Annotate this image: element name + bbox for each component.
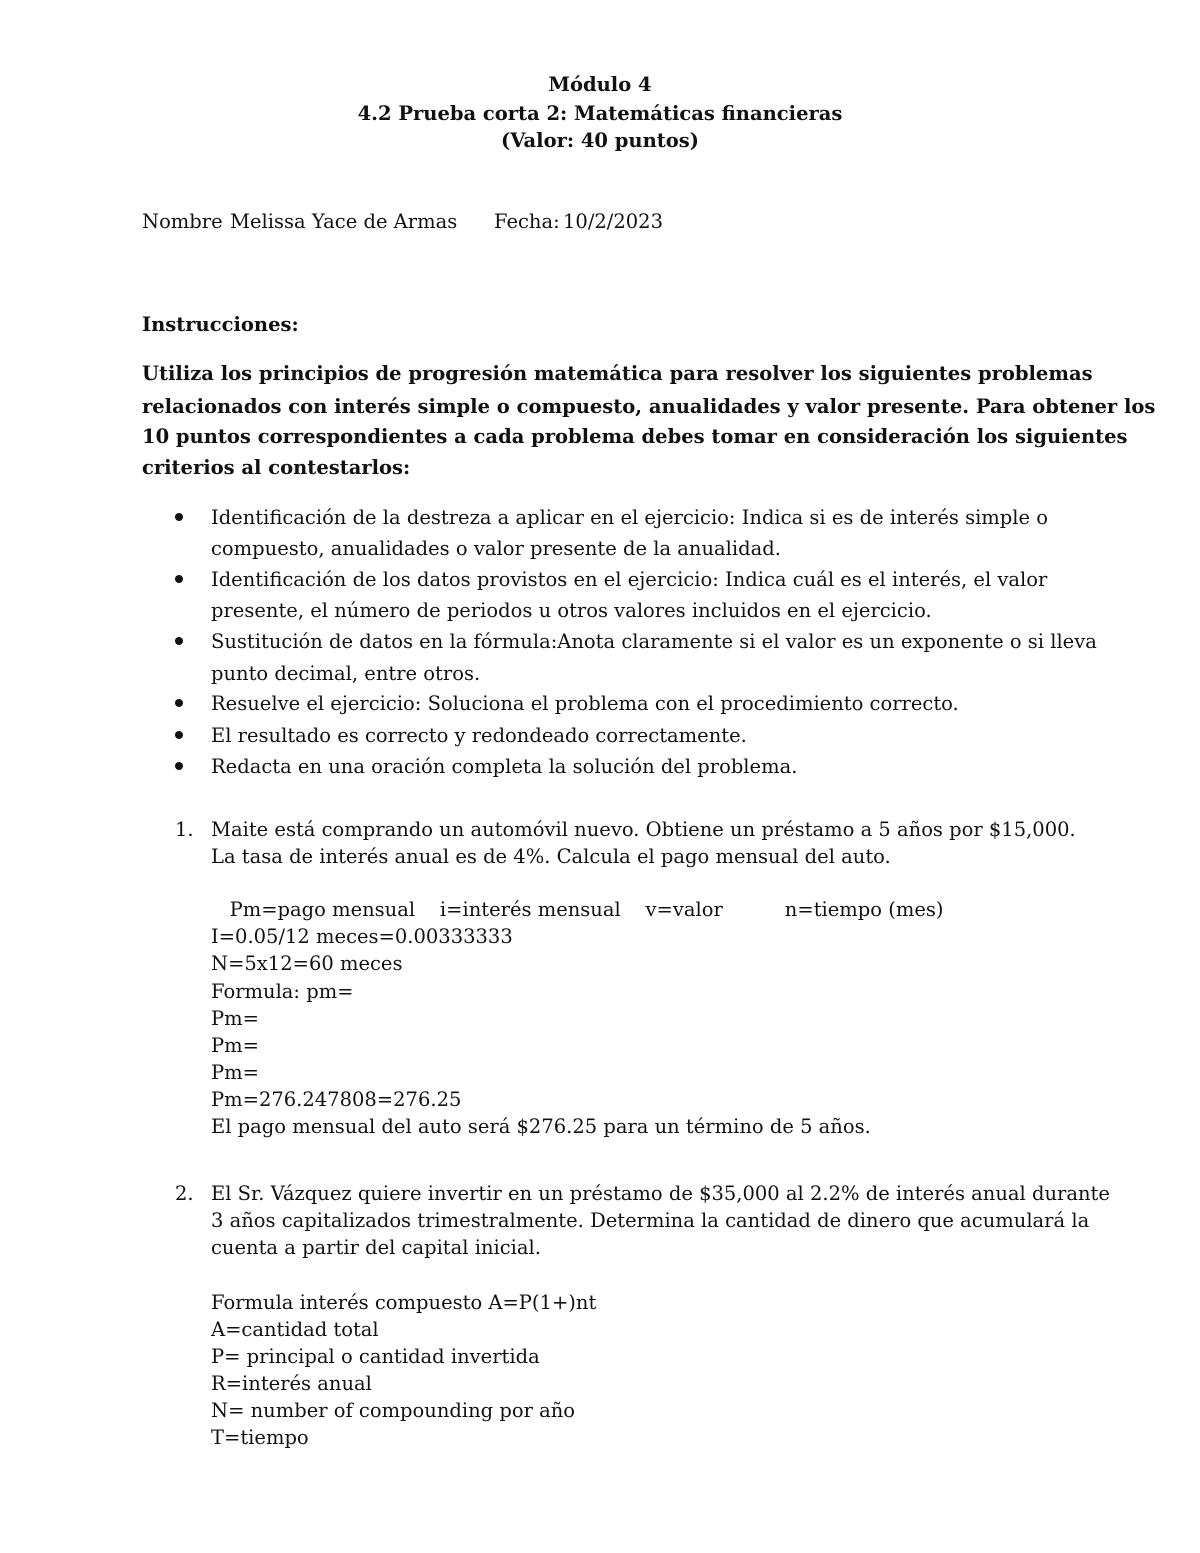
problem-number: 2. — [175, 1182, 194, 1205]
name-value: Melissa Yace de Armas — [230, 210, 458, 233]
instructions-line: relacionados con interés simple o compuesto, anualidades y valor presente. Para obtener los — [142, 395, 1156, 418]
work-line: Pm=276.247808=276.25 — [211, 1088, 462, 1111]
work-line: Pm= — [211, 1007, 259, 1030]
work-line: Pm= — [211, 1061, 259, 1084]
name-label: Nombre — [142, 210, 223, 233]
criteria-text: Sustitución de datos en la fórmula:Anota claramente si el valor es un exponente o si lleva — [211, 630, 1097, 653]
criteria-text: Identificación de la destreza a aplicar en el ejercicio: Indica si es de interés simple o — [211, 506, 1048, 529]
criteria-text: compuesto, anualidades o valor presente de la anualidad. — [211, 537, 781, 560]
date-label: Fecha: — [494, 210, 560, 233]
bullet-icon — [175, 575, 183, 583]
bullet-icon — [175, 513, 183, 521]
bullet-icon — [175, 731, 183, 739]
module-title: Módulo 4 — [548, 73, 652, 96]
criteria-text: El resultado es correcto y redondeado correctamente. — [211, 724, 747, 747]
instructions-line: 10 puntos correspondientes a cada problema debes tomar en consideración los siguientes — [142, 425, 1128, 448]
work-line: T=tiempo — [211, 1426, 309, 1449]
problem-statement: cuenta a partir del capital inicial. — [211, 1236, 541, 1259]
problem-statement: El Sr. Vázquez quiere invertir en un préstamo de $35,000 al 2.2% de interés anual durante — [211, 1182, 1110, 1205]
work-line: Formula: pm= — [211, 980, 354, 1003]
work-line: R=interés anual — [211, 1372, 372, 1395]
problem-statement: 3 años capitalizados trimestralmente. Determina la cantidad de dinero que acumulará la — [211, 1209, 1090, 1232]
problem-statement: La tasa de interés anual es de 4%. Calcula el pago mensual del auto. — [211, 845, 891, 868]
criteria-text: Resuelve el ejercicio: Soluciona el problema con el procedimiento correcto. — [211, 692, 959, 715]
criteria-text: Identificación de los datos provistos en el ejercicio: Indica cuál es el interés, el valor — [211, 568, 1048, 591]
work-line: N=5x12=60 meces — [211, 952, 403, 975]
work-line: P= principal o cantidad invertida — [211, 1345, 540, 1368]
work-line: Formula interés compuesto A=P(1+)nt — [211, 1291, 597, 1314]
quiz-value: (Valor: 40 puntos) — [500, 129, 699, 152]
problem-number: 1. — [175, 818, 194, 841]
variable-legend: Pm=pago mensual i=interés mensual v=valor n=tiempo (mes) — [211, 898, 944, 921]
criteria-text: Redacta en una oración completa la solución del problema. — [211, 755, 798, 778]
instructions-line: Utiliza los principios de progresión matemática para resolver los siguientes problemas — [142, 362, 1093, 385]
work-line: N= number of compounding por año — [211, 1399, 576, 1422]
instructions-heading: Instrucciones: — [142, 313, 299, 336]
bullet-icon — [175, 637, 183, 645]
work-line: I=0.05/12 meces=0.00333333 — [211, 925, 513, 948]
instructions-line: criterios al contestarlos: — [142, 456, 411, 479]
quiz-title: 4.2 Prueba corta 2: Matemáticas financieras — [357, 102, 843, 125]
work-line: A=cantidad total — [211, 1318, 379, 1341]
solution-sentence: El pago mensual del auto será $276.25 para un término de 5 años. — [211, 1115, 871, 1138]
work-line: Pm= — [211, 1034, 259, 1057]
criteria-text: punto decimal, entre otros. — [211, 662, 481, 685]
problem-statement: Maite está comprando un automóvil nuevo. Obtiene un préstamo a 5 años por $15,000. — [211, 818, 1076, 841]
bullet-icon — [175, 699, 183, 707]
criteria-text: presente, el número de periodos u otros valores incluidos en el ejercicio. — [211, 599, 932, 622]
date-value: 10/2/2023 — [563, 210, 663, 233]
bullet-icon — [175, 762, 183, 770]
